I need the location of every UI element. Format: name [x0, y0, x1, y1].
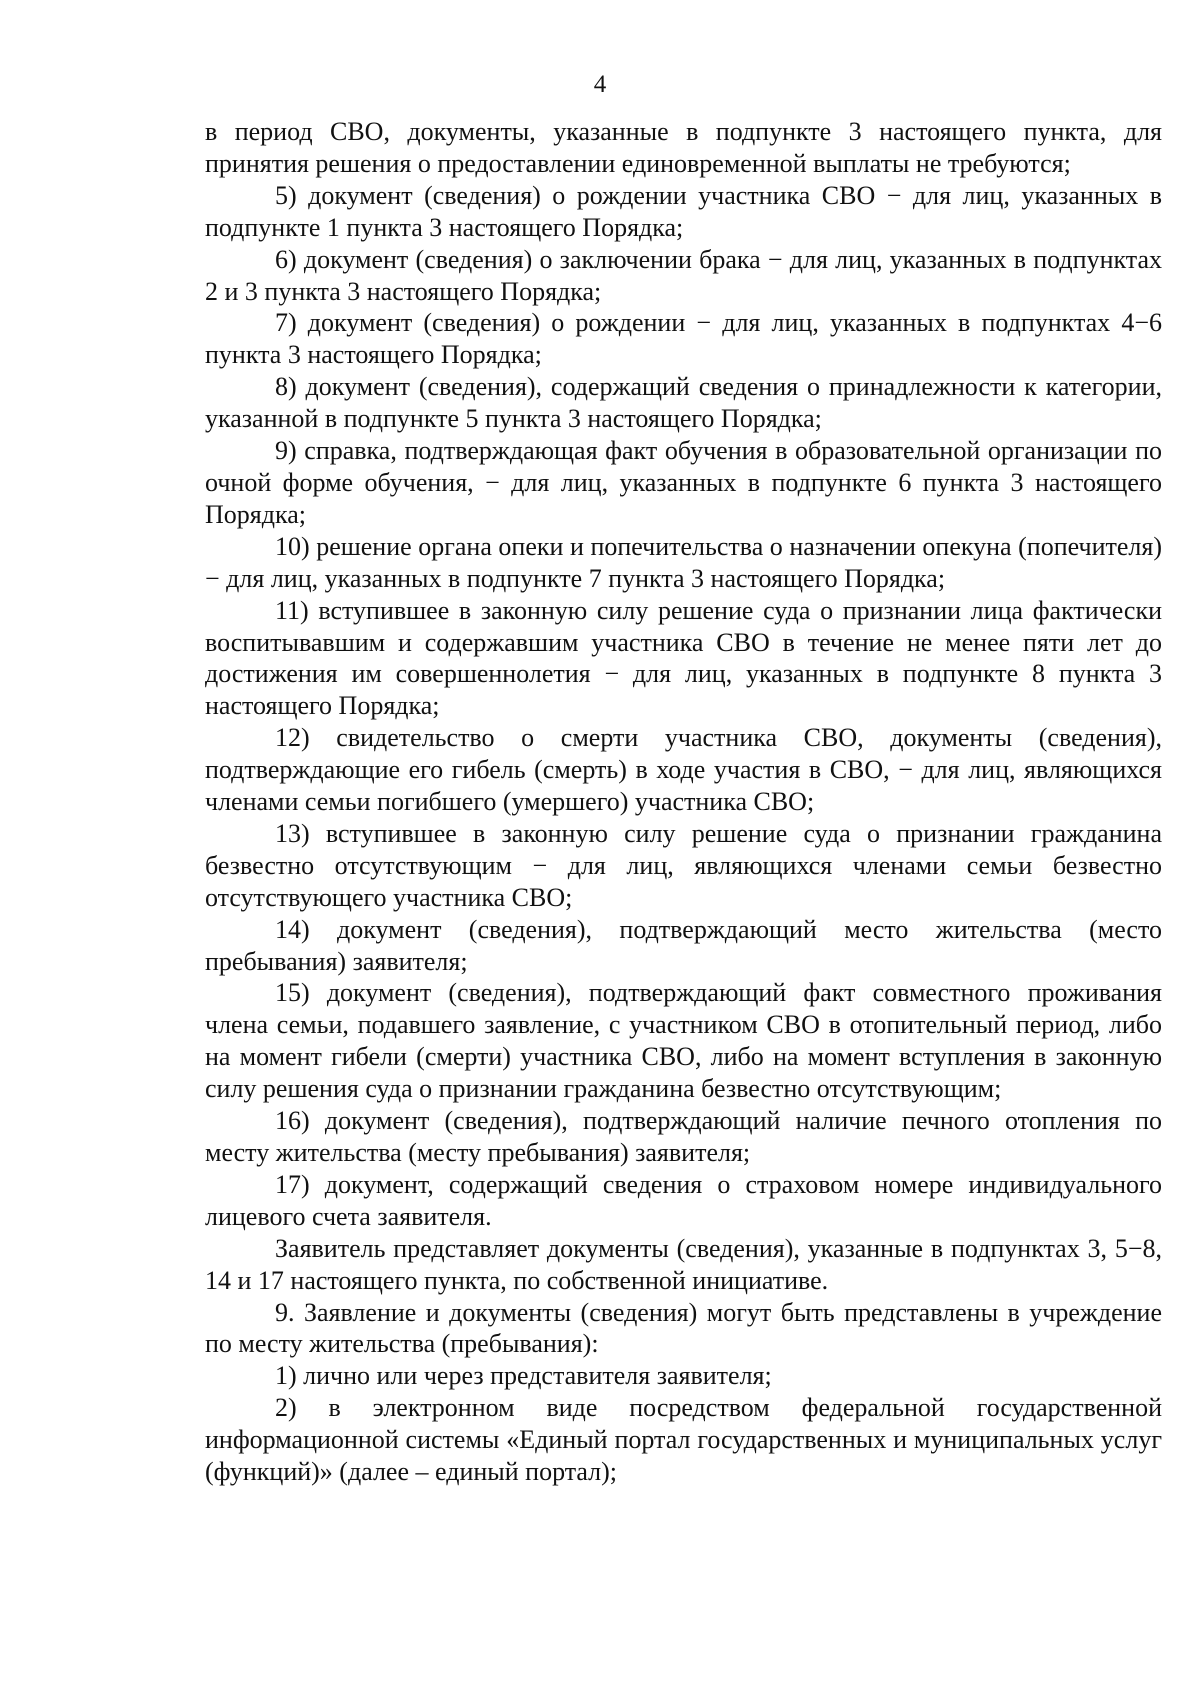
list-item-14: 14) документ (сведения), подтверждающий место жительства (место пребывания) заявителя;: [205, 914, 1162, 976]
list-item-15: 15) документ (сведения), подтверждающий факт совместного проживания члена семьи, подавшего заявление, с участником СВО в отопительный период, либо на момент гибели (смерти) участника СВО, либо на момент вступления в законную силу решения суда о признании гражданина безвестно отсутствующим;: [205, 978, 1162, 1104]
list-item-8: 8) документ (сведения), содержащий сведения о принадлежности к категории, указанной в подпункте 5 пункта 3 настоящего Порядка;: [205, 372, 1162, 434]
list-item-12: 12) свидетельство о смерти участника СВО, документы (сведения), подтверждающие его гибель (смерть) в ходе участия в СВО, − для лиц, являющихся членами семьи погибшего (умершего) участника СВО;: [205, 723, 1162, 817]
section-9-paragraph: 9. Заявление и документы (сведения) могут быть представлены в учреждение по месту жительства (пребывания):: [205, 1297, 1162, 1359]
list-item-7: 7) документ (сведения) о рождении − для лиц, указанных в подпунктах 4−6 пункта 3 настоящего Порядка;: [205, 308, 1162, 370]
list-item-17: 17) документ, содержащий сведения о страховом номере индивидуального лицевого счета заявителя.: [205, 1169, 1162, 1231]
list-item-10: 10) решение органа опеки и попечительства о назначении опекуна (попечителя) − для лиц, указанных в подпункте 7 пункта 3 настоящего Порядка;: [205, 531, 1162, 593]
list-item-6: 6) документ (сведения) о заключении брака − для лиц, указанных в подпунктах 2 и 3 пункта 3 настоящего Порядка;: [205, 244, 1162, 306]
paragraph-continuation: в период СВО, документы, указанные в подпункте 3 настоящего пункта, для принятия решения о предоставлении единовременной выплаты не требуются;: [205, 117, 1162, 178]
page-number: 4: [593, 71, 607, 98]
submission-method-1: 1) лично или через представителя заявителя;: [275, 1361, 772, 1391]
list-item-16: 16) документ (сведения), подтверждающий наличие печного отопления по месту жительства (месту пребывания) заявителя;: [205, 1106, 1162, 1167]
list-item-9: 9) справка, подтверждающая факт обучения в образовательной организации по очной форме обучения, − для лиц, указанных в подпункте 6 пункта 3 настоящего Порядка;: [205, 436, 1162, 529]
applicant-note-paragraph: Заявитель представляет документы (сведения), указанные в подпунктах 3, 5−8, 14 и 17 настоящего пункта, по собственной инициативе.: [205, 1233, 1162, 1295]
document-body: [205, 116, 1162, 1488]
list-item-11: 11) вступившее в законную силу решение суда о признании лица фактически воспитывавшим и содержавшим участника СВО в течение не менее пяти лет до достижения им совершеннолетия − для лиц, указанных в подпункте 8 пункта 3 настоящего Порядка;: [205, 595, 1162, 721]
list-item-5: 5) документ (сведения) о рождении участника СВО − для лиц, указанных в подпункте 1 пункта 3 настоящего Порядка;: [205, 180, 1162, 242]
list-item-13: 13) вступившее в законную силу решение суда о признании гражданина безвестно отсутствующим − для лиц, являющихся членами семьи безвестно отсутствующего участника СВО;: [205, 818, 1162, 912]
submission-method-2: 2) в электронном виде посредством федеральной государственной информационной системы «Единый портал государственных и муниципальных услуг (функций)» (далее – единый портал);: [205, 1393, 1162, 1487]
